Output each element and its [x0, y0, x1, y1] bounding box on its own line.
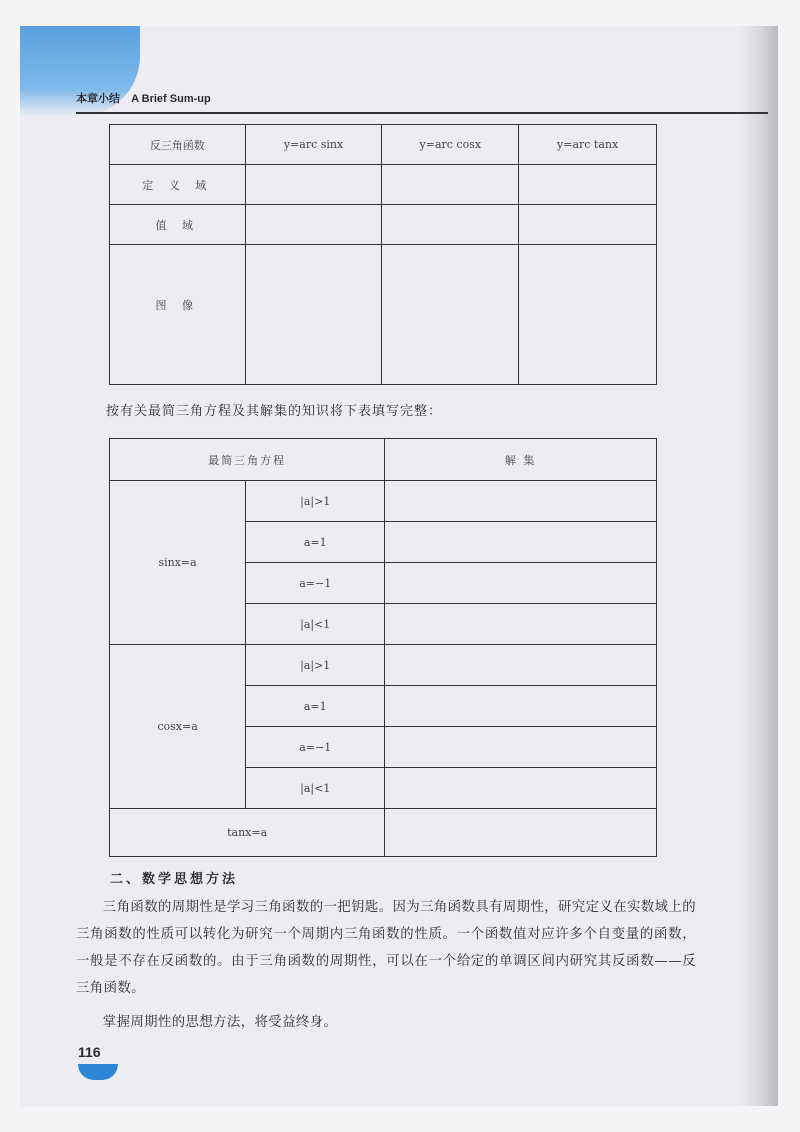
table-header-cell: y=arc cosx: [382, 125, 519, 165]
blank-cell[interactable]: [385, 645, 657, 686]
chapter-subtitle: A Brief Sum-up: [131, 93, 211, 105]
condition-cell: a=1: [246, 686, 385, 727]
row-label-domain: 定 义 域: [110, 165, 246, 205]
condition-cell: a=1: [246, 522, 385, 563]
paragraph: 三角函数的周期性是学习三角函数的一把钥匙。因为三角函数具有周期性，研究定义在实数域上的三角函数的性质可以转化为研究一个周期内三角函数的性质。一个函数值对应许多个自变量的函数，一般是不存在反函数的。由于三角函数的周期性，可以在一个给定的单调区间内研究其反函数——反三角函数。: [76, 900, 696, 996]
condition-cell: |a|>1: [246, 645, 385, 686]
blank-cell[interactable]: [519, 165, 657, 205]
blank-cell[interactable]: [382, 245, 519, 385]
blank-cell[interactable]: [385, 768, 657, 809]
inverse-trig-table: [109, 124, 657, 385]
condition-cell: |a|<1: [246, 768, 385, 809]
blank-cell[interactable]: [382, 205, 519, 245]
textbook-page: [20, 26, 778, 1106]
equation-header: 最简三角方程: [110, 439, 385, 481]
instruction-text: 按有关最简三角方程及其解集的知识将下表填写完整：: [106, 404, 443, 419]
blank-cell[interactable]: [382, 165, 519, 205]
row-label-range: 值 域: [110, 205, 246, 245]
table-header-cell: y=arc sinx: [245, 125, 382, 165]
paragraph: 掌握周期性的思想方法，将受益终身。: [102, 1015, 338, 1030]
blank-cell[interactable]: [385, 604, 657, 645]
condition-cell: |a|<1: [246, 604, 385, 645]
blank-cell[interactable]: [385, 727, 657, 768]
blank-cell[interactable]: [385, 809, 657, 857]
blank-cell[interactable]: [385, 481, 657, 522]
condition-cell: |a|>1: [246, 481, 385, 522]
blank-cell[interactable]: [245, 165, 382, 205]
table-header-cell: 反三角函数: [110, 125, 246, 165]
condition-cell: a=−1: [246, 727, 385, 768]
blank-cell[interactable]: [245, 205, 382, 245]
condition-cell: a=−1: [246, 563, 385, 604]
blank-cell[interactable]: [385, 522, 657, 563]
page-tab-decoration: [78, 1064, 118, 1080]
blank-cell[interactable]: [245, 245, 382, 385]
row-label-graph: 图 像: [110, 245, 246, 385]
page-number: 116: [78, 1044, 101, 1060]
solution-header: 解 集: [385, 439, 657, 481]
page-number-tab: [78, 1044, 114, 1080]
tan-equation-label: tanx=a: [110, 809, 385, 857]
blank-cell[interactable]: [519, 205, 657, 245]
sin-equation-label: sinx=a: [110, 481, 246, 645]
trig-equation-table: [109, 438, 657, 857]
blank-cell[interactable]: [519, 245, 657, 385]
chapter-label: 本章小结: [76, 93, 120, 105]
running-header: [76, 90, 768, 114]
table-header-cell: y=arc tanx: [519, 125, 657, 165]
section-heading: 二、数学思想方法: [110, 872, 239, 887]
blank-cell[interactable]: [385, 686, 657, 727]
cos-equation-label: cosx=a: [110, 645, 246, 809]
binding-shadow: [738, 26, 778, 1106]
blank-cell[interactable]: [385, 563, 657, 604]
body-text: [76, 894, 696, 1036]
